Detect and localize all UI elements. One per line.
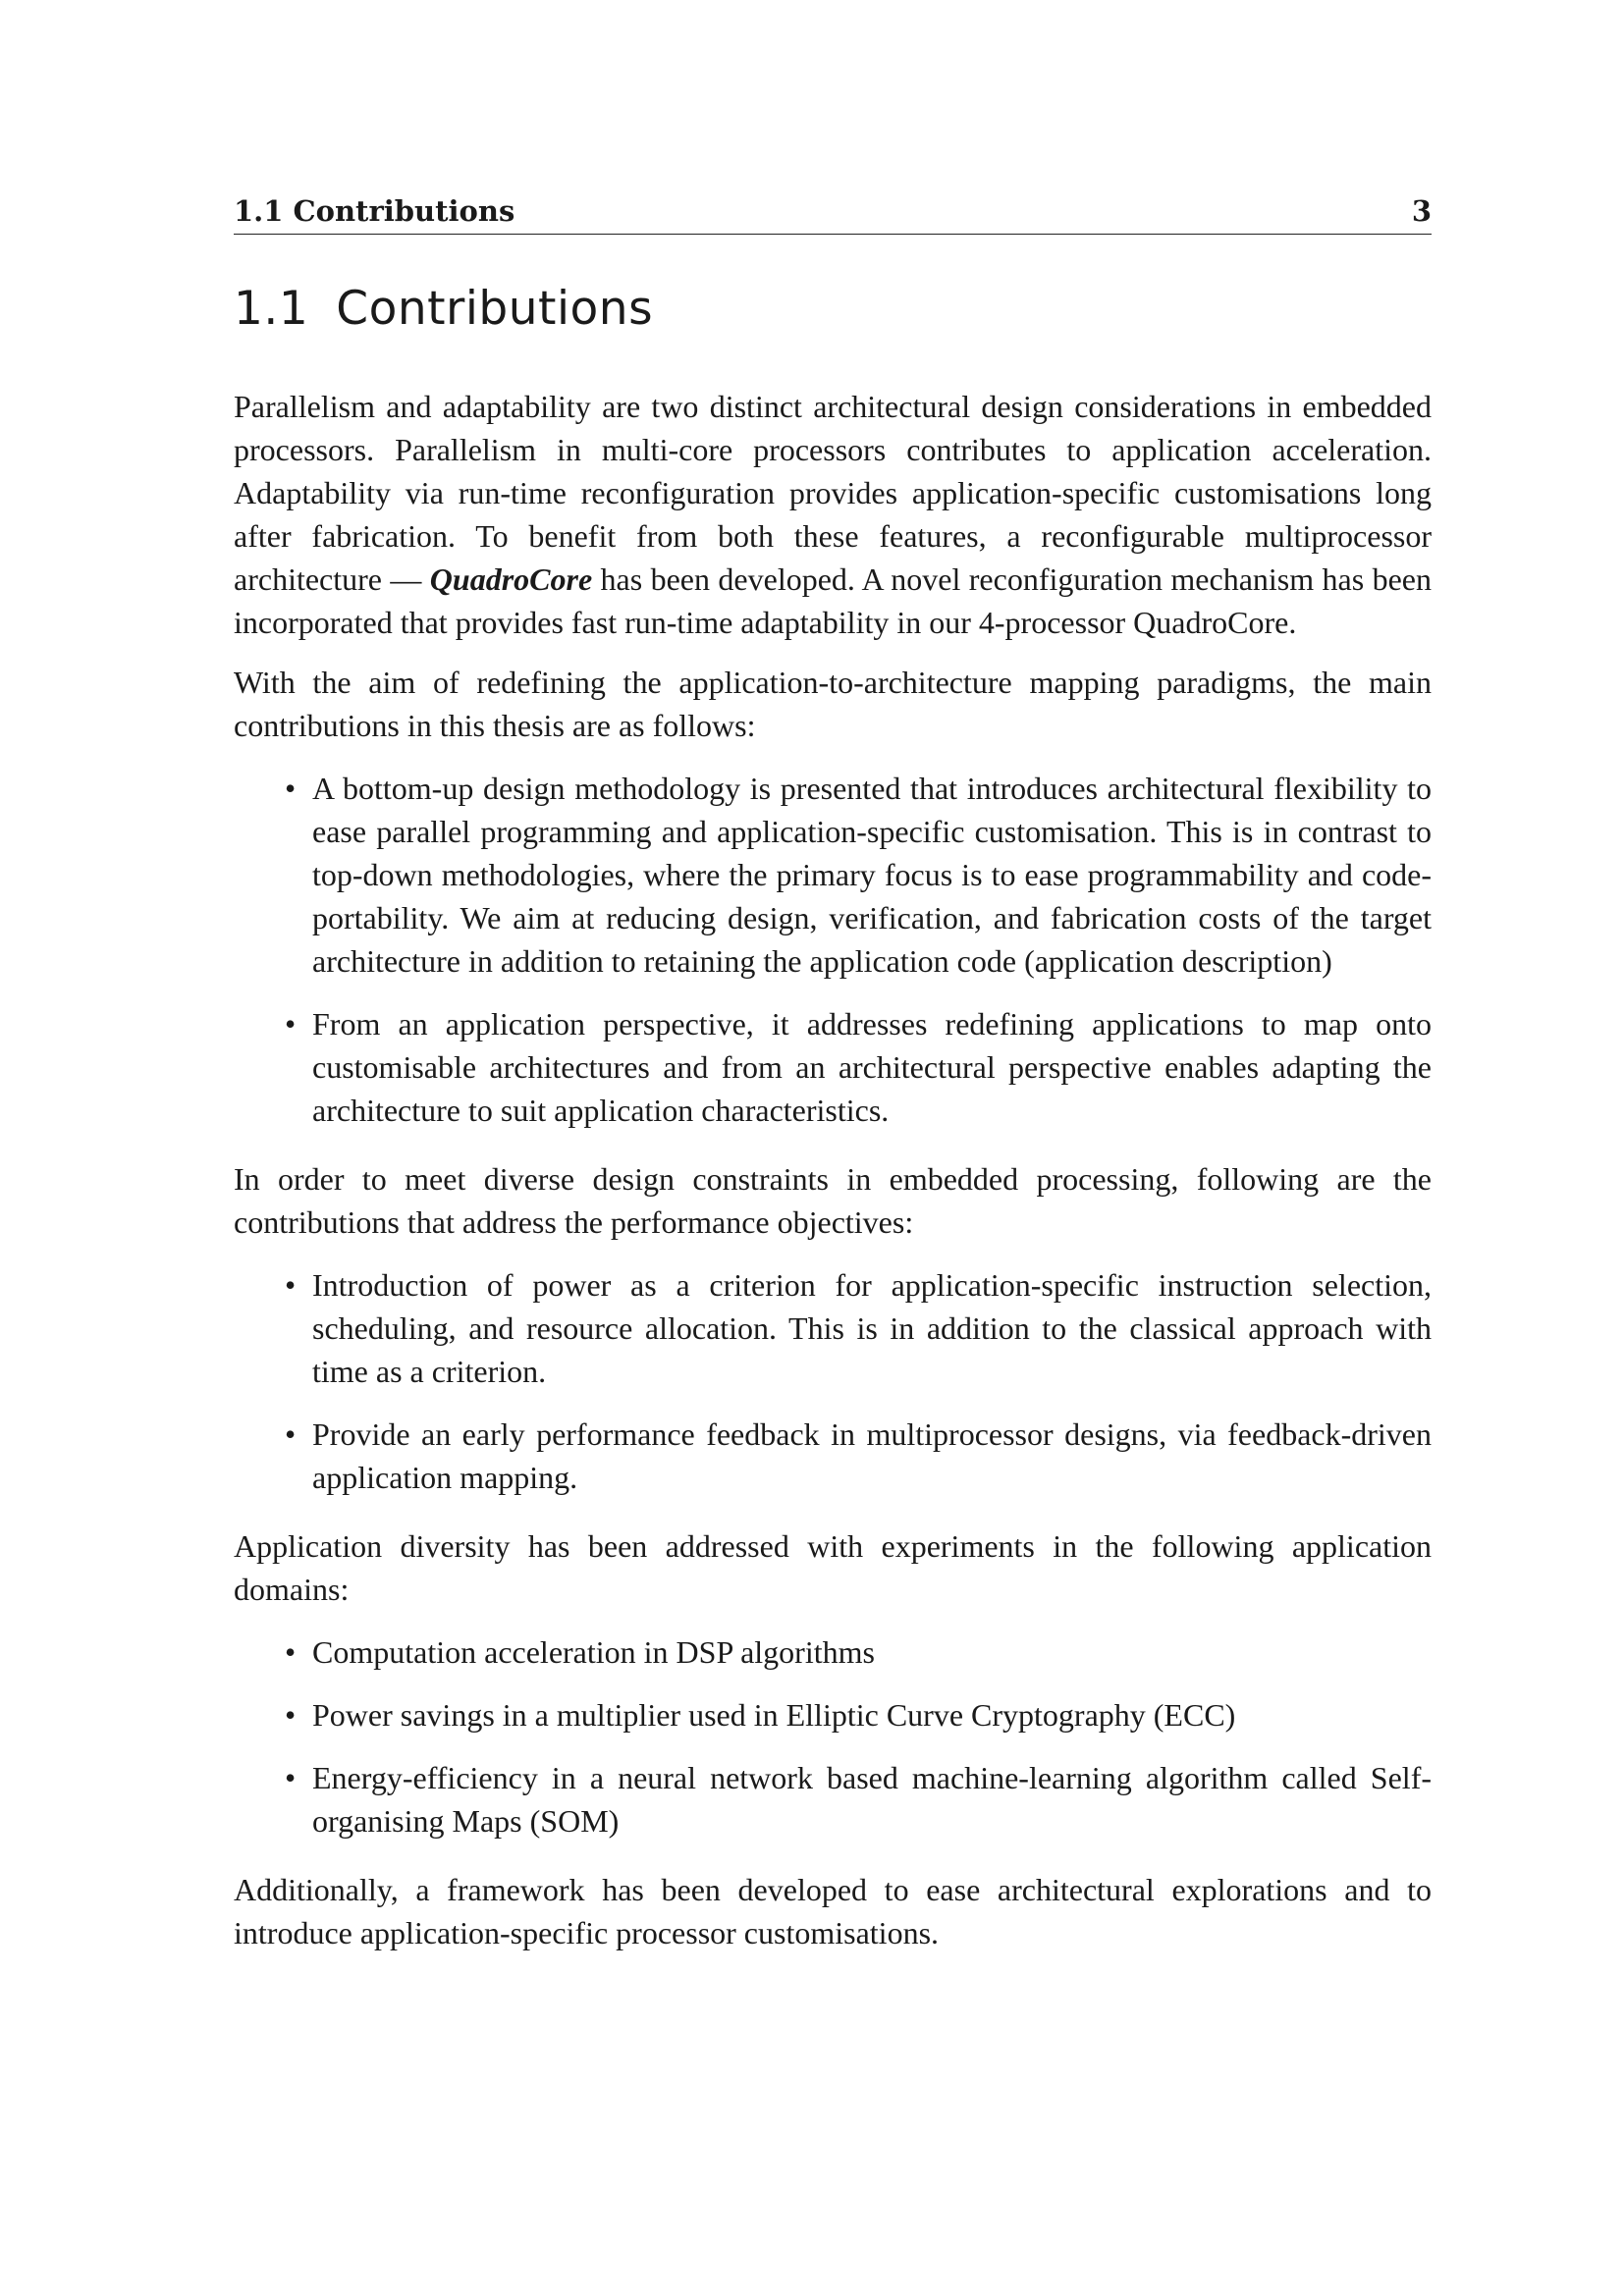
section-title: Contributions [336,282,654,336]
paragraph-constraints: In order to meet diverse design constraints in embedded processing, following are the contributions that address the performance objectives: [234,1161,1432,1240]
list-item: • Energy-efficiency in a neural network based machine-learning algorithm called Self-organising Maps (SOM) [312,1756,1432,1842]
list-item: • A bottom-up design methodology is presented that introduces architectural flexibility to ease parallel programming and application-specific customisation. This is in contrast to top-down methodologies, where the primary focus is to ease programmability and code-portability. We aim at reducing design, verification, and fabrication costs of the target architecture in addition to retaining the application code (application description) [312,767,1432,983]
bullet-icon: • [285,1634,297,1670]
section-heading [234,282,1432,336]
bullet-icon: • [285,1416,297,1452]
running-header [234,194,1432,235]
paragraph-aim: With the aim of redefining the application-to-architecture mapping paradigms, the main contributions in this thesis are as follows: [234,665,1432,743]
list-item: • Provide an early performance feedback in multiprocessor designs, via feedback-driven application mapping. [312,1413,1432,1499]
bullet-icon: • [285,1760,297,1795]
page [234,194,1432,1971]
application-domains-list [234,1630,1432,1842]
list-item: • Computation acceleration in DSP algorithms [312,1630,1432,1674]
paragraph-diversity: Application diversity has been addressed with experiments in the following application domains: [234,1528,1432,1607]
paragraph-intro: Parallelism and adaptability are two distinct architectural design considerations in embedded processors. Parallelism in multi-core processors contributes to application acceleration. Adaptability via run-time reconfiguration provides application-specific customisations long after fabrication. To benefit from both these features, a reconfigurable multiprocessor architecture — QuadroCore has been developed. A novel reconfiguration mechanism has been incorporated that provides fast run-time adaptability in our 4-processor QuadroCore. [234,389,1433,640]
bullet-icon: • [285,1697,297,1733]
header-section-label: 1.1 Contributions [234,194,515,228]
page-number: 3 [1411,194,1432,228]
section-number: 1.1 [234,282,309,336]
body-text [234,385,1432,1954]
list-item: • Power savings in a multiplier used in Elliptic Curve Cryptography (ECC) [312,1693,1432,1736]
paragraph-framework: Additionally, a framework has been developed to ease architectural explorations and to introduce application-specific processor customisations. [234,1872,1432,1950]
bullet-icon: • [285,771,297,806]
quadrocore-emphasis: QuadroCore [429,561,593,597]
main-contributions-list [234,767,1432,1132]
bullet-icon: • [285,1267,297,1303]
list-item: • Introduction of power as a criterion for application-specific instruction selection, scheduling, and resource allocation. This is in addition to the classical approach with time as a criterion. [312,1263,1432,1393]
bullet-icon: • [285,1006,297,1041]
list-item: • From an application perspective, it addresses redefining applications to map onto customisable architectures and from an architectural perspective enables adapting the architecture to suit application characteristics. [312,1002,1432,1132]
performance-contributions-list [234,1263,1432,1499]
